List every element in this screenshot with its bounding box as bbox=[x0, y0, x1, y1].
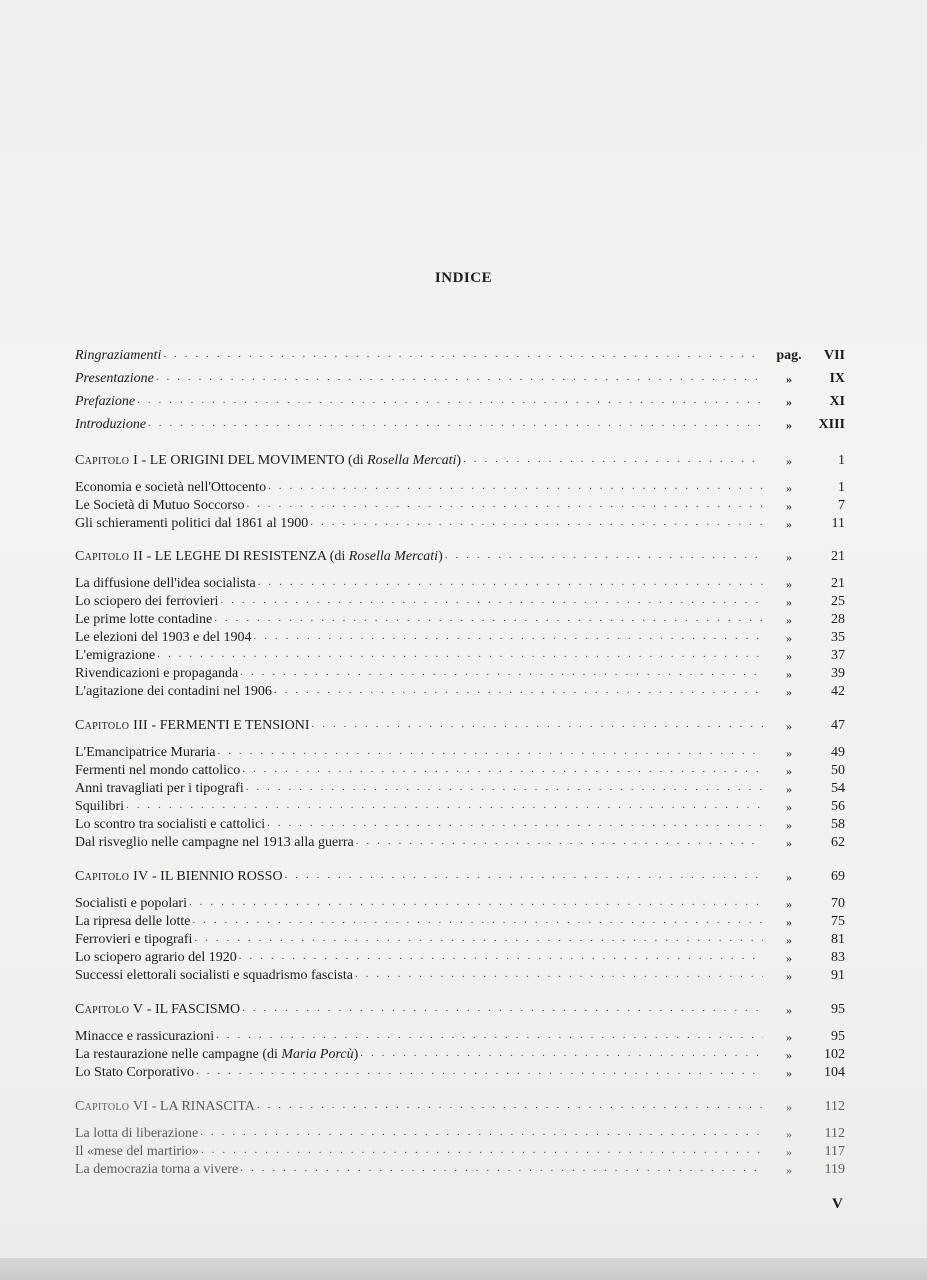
page-marker: » bbox=[786, 685, 792, 699]
chapter-title: - LA RINASCITA bbox=[148, 1099, 255, 1114]
page-number: 7 bbox=[838, 498, 845, 513]
section-author: Maria Porcù bbox=[281, 1047, 354, 1062]
page-marker: pag. bbox=[776, 348, 802, 363]
chapter-author: Rosella Mercati bbox=[367, 453, 457, 468]
chapter-prefix: Capitolo VI bbox=[75, 1099, 149, 1114]
chapter-prefix: Capitolo II bbox=[75, 549, 144, 564]
page-bottom-edge bbox=[0, 1258, 927, 1280]
page-marker: » bbox=[786, 915, 792, 929]
leader-dots bbox=[355, 966, 763, 982]
leader-dots bbox=[126, 797, 763, 813]
page-marker: » bbox=[786, 764, 792, 778]
entry-label: Economia e società nell'Ottocento bbox=[75, 480, 267, 495]
entry-label: Ringraziamenti bbox=[75, 348, 162, 363]
toc-chapter-5 bbox=[75, 998, 845, 1018]
page-number: 112 bbox=[824, 1126, 845, 1141]
page-number: 58 bbox=[831, 817, 845, 832]
page-number: VII bbox=[823, 348, 845, 363]
chapter-author: Rosella Mercati bbox=[348, 549, 439, 564]
page-title: INDICE bbox=[434, 270, 493, 286]
section-label-close: ) bbox=[353, 1047, 359, 1062]
leader-dots bbox=[137, 392, 763, 408]
page-marker: » bbox=[786, 969, 792, 983]
toc-section bbox=[75, 512, 845, 532]
page-number: XIII bbox=[818, 417, 845, 432]
page-marker: » bbox=[786, 1145, 792, 1159]
toc-section bbox=[75, 946, 845, 966]
leader-dots bbox=[274, 682, 763, 698]
page-marker: » bbox=[786, 933, 792, 947]
leader-dots bbox=[196, 1063, 763, 1079]
leader-dots bbox=[285, 867, 763, 883]
page-marker: » bbox=[786, 631, 792, 645]
page-number: 95 bbox=[831, 1029, 845, 1044]
page-number: 21 bbox=[831, 576, 845, 591]
toc-section bbox=[75, 1043, 845, 1063]
entry-label: La lotta di liberazione bbox=[75, 1126, 199, 1141]
page-number: 1 bbox=[838, 480, 845, 495]
leader-dots bbox=[312, 716, 763, 732]
leader-dots bbox=[242, 1000, 763, 1016]
page-number: 11 bbox=[831, 516, 845, 531]
toc-section bbox=[75, 910, 845, 930]
entry-label: Il «mese del martirio» bbox=[75, 1144, 200, 1159]
leader-dots bbox=[360, 1045, 763, 1061]
page-marker: » bbox=[786, 454, 792, 468]
leader-dots bbox=[200, 1124, 763, 1140]
page-marker: » bbox=[786, 595, 792, 609]
chapter-title: - FERMENTI E TENSIONI bbox=[148, 718, 310, 733]
entry-label: Introduzione bbox=[75, 417, 147, 432]
page-marker: » bbox=[786, 800, 792, 814]
leader-dots bbox=[194, 930, 763, 946]
page-number: 62 bbox=[831, 835, 845, 850]
page-number: IX bbox=[829, 371, 845, 386]
toc-entry-presentazione bbox=[75, 367, 845, 387]
page-marker: » bbox=[786, 1003, 792, 1017]
toc-section bbox=[75, 759, 845, 779]
entry-label: Lo sciopero dei ferrovieri bbox=[75, 594, 219, 609]
entry-label: L'emigrazione bbox=[75, 648, 156, 663]
entry-label: L'agitazione dei contadini nel 1906 bbox=[75, 684, 272, 699]
toc-entry-prefazione bbox=[75, 390, 845, 410]
page-marker: » bbox=[786, 719, 792, 733]
page-number: 42 bbox=[831, 684, 845, 699]
page-marker: » bbox=[786, 649, 792, 663]
entry-label: Prefazione bbox=[75, 394, 136, 409]
entry-label: La restaurazione nelle campagne (di bbox=[75, 1047, 282, 1062]
toc-section bbox=[75, 590, 845, 610]
chapter-prefix: Capitolo IV bbox=[75, 869, 149, 884]
page-number: 104 bbox=[824, 1065, 845, 1080]
page-marker: » bbox=[786, 577, 792, 591]
entry-label: Squilibri bbox=[75, 799, 125, 814]
leader-dots bbox=[189, 894, 763, 910]
page-marker: » bbox=[786, 550, 792, 564]
toc-section bbox=[75, 608, 845, 628]
chapter-prefix: Capitolo I bbox=[75, 453, 139, 468]
chapter-title-close: ) bbox=[456, 453, 462, 468]
page-number: 83 bbox=[831, 950, 845, 965]
toc-section bbox=[75, 494, 845, 514]
entry-label: Ferrovieri e tipografi bbox=[75, 932, 193, 947]
page-marker: » bbox=[786, 1048, 792, 1062]
page-marker: » bbox=[786, 951, 792, 965]
page-number: 81 bbox=[831, 932, 845, 947]
entry-label: Rivendicazioni e propaganda bbox=[75, 666, 239, 681]
page-number: 91 bbox=[831, 968, 845, 983]
chapter-title-close: ) bbox=[438, 549, 443, 564]
toc-section bbox=[75, 662, 845, 682]
page-number: 49 bbox=[831, 745, 845, 760]
leader-dots bbox=[310, 514, 763, 530]
page-marker: » bbox=[786, 1066, 792, 1080]
page-marker: » bbox=[786, 1030, 792, 1044]
toc-chapter-1 bbox=[75, 449, 845, 469]
chapter-prefix: Capitolo V bbox=[75, 1002, 144, 1017]
leader-dots bbox=[257, 1097, 763, 1113]
toc-section bbox=[75, 476, 845, 496]
entry-label: L'Emancipatrice Muraria bbox=[75, 745, 216, 760]
page-number: 25 bbox=[831, 594, 845, 609]
toc-section bbox=[75, 1140, 845, 1160]
leader-dots bbox=[445, 547, 763, 563]
entry-label: Dal risveglio nelle campagne nel 1913 alla guerra bbox=[75, 835, 354, 850]
toc-section bbox=[75, 680, 845, 700]
page-number: 56 bbox=[831, 799, 845, 814]
page-number: 47 bbox=[831, 718, 845, 733]
toc-chapter-6 bbox=[75, 1095, 845, 1115]
toc-chapter-3 bbox=[75, 714, 845, 734]
page-number: 119 bbox=[824, 1162, 845, 1177]
toc-chapter-2 bbox=[75, 545, 845, 565]
leader-dots bbox=[192, 912, 763, 928]
chapter-title: - IL BIENNIO ROSSO bbox=[148, 869, 283, 884]
entry-label: Lo Stato Corporativo bbox=[75, 1065, 194, 1080]
page-number: XI bbox=[829, 394, 845, 409]
chapter-title: - LE ORIGINI DEL MOVIMENTO (di bbox=[138, 453, 368, 468]
page-marker: » bbox=[786, 1127, 792, 1141]
chapter-title: - IL FASCISMO bbox=[143, 1002, 241, 1017]
page-marker: » bbox=[786, 418, 792, 432]
leader-dots bbox=[148, 415, 763, 431]
page-folio: V bbox=[832, 1196, 843, 1212]
page-number: 21 bbox=[831, 549, 845, 564]
leader-dots bbox=[246, 779, 763, 795]
entry-label: La ripresa delle lotte bbox=[75, 914, 191, 929]
entry-label: Presentazione bbox=[75, 371, 154, 386]
leader-dots bbox=[254, 628, 764, 644]
toc-entry-introduzione bbox=[75, 413, 845, 433]
toc-entry-ringraziamenti bbox=[75, 344, 845, 364]
entry-label: La democrazia torna a vivere bbox=[75, 1162, 239, 1177]
entry-label: Le Società di Mutuo Soccorso bbox=[75, 498, 245, 513]
leader-dots bbox=[218, 743, 763, 759]
toc-section bbox=[75, 741, 845, 761]
toc-section bbox=[75, 964, 845, 984]
leader-dots bbox=[268, 478, 763, 494]
leader-dots bbox=[239, 948, 763, 964]
toc-section bbox=[75, 1061, 845, 1081]
page-marker: » bbox=[786, 1100, 792, 1114]
leader-dots bbox=[216, 1027, 763, 1043]
page-marker: » bbox=[786, 746, 792, 760]
entry-label: Fermenti nel mondo cattolico bbox=[75, 763, 241, 778]
leader-dots bbox=[240, 664, 763, 680]
page-marker: » bbox=[786, 782, 792, 796]
leader-dots bbox=[258, 574, 763, 590]
leader-dots bbox=[201, 1142, 763, 1158]
leader-dots bbox=[156, 369, 763, 385]
entry-label: Lo sciopero agrario del 1920 bbox=[75, 950, 237, 965]
toc-section bbox=[75, 831, 845, 851]
toc-section bbox=[75, 1122, 845, 1142]
toc-section bbox=[75, 572, 845, 592]
leader-dots bbox=[220, 592, 763, 608]
chapter-title: - LE LEGHE DI RESISTENZA (di bbox=[143, 549, 349, 564]
page-marker: » bbox=[786, 395, 792, 409]
toc-section bbox=[75, 928, 845, 948]
entry-label: Socialisti e popolari bbox=[75, 896, 187, 911]
toc-section bbox=[75, 892, 845, 912]
page-number: 50 bbox=[831, 763, 845, 778]
page-marker: » bbox=[786, 836, 792, 850]
toc-section bbox=[75, 1158, 845, 1178]
toc-chapter-4 bbox=[75, 865, 845, 885]
leader-dots bbox=[463, 451, 763, 467]
page-number: 35 bbox=[831, 630, 845, 645]
leader-dots bbox=[356, 833, 763, 849]
page-marker: » bbox=[786, 667, 792, 681]
page-number: 70 bbox=[831, 896, 845, 911]
page-number: 117 bbox=[824, 1144, 845, 1159]
toc-section bbox=[75, 626, 845, 646]
entry-label: Anni travagliati per i tipografi bbox=[75, 781, 244, 796]
leader-dots bbox=[242, 761, 763, 777]
leader-dots bbox=[214, 610, 763, 626]
leader-dots bbox=[240, 1160, 763, 1176]
chapter-prefix: Capitolo III bbox=[75, 718, 149, 733]
page-number: 69 bbox=[831, 869, 845, 884]
leader-dots bbox=[157, 646, 763, 662]
entry-label: La diffusione dell'idea socialista bbox=[75, 576, 256, 591]
page-marker: » bbox=[786, 517, 792, 531]
page-number: 75 bbox=[831, 914, 845, 929]
entry-label: Le prime lotte contadine bbox=[75, 612, 213, 627]
entry-label: Lo scontro tra socialisti e cattolici bbox=[75, 817, 266, 832]
page-marker: » bbox=[786, 818, 792, 832]
page-number: 28 bbox=[831, 612, 845, 627]
page-number: 95 bbox=[831, 1002, 845, 1017]
page-marker: » bbox=[786, 1163, 792, 1177]
page-marker: » bbox=[786, 481, 792, 495]
leader-dots bbox=[267, 815, 763, 831]
page-number: 102 bbox=[824, 1047, 845, 1062]
page-number: 37 bbox=[831, 648, 845, 663]
toc-section bbox=[75, 1025, 845, 1045]
entry-label: Successi elettorali socialisti e squadrismo fascista bbox=[75, 968, 353, 983]
leader-dots bbox=[247, 496, 763, 512]
toc-section bbox=[75, 777, 845, 797]
leader-dots bbox=[163, 346, 763, 362]
page-marker: » bbox=[786, 372, 792, 386]
entry-label: Le elezioni del 1903 e del 1904 bbox=[75, 630, 252, 645]
toc-section bbox=[75, 813, 845, 833]
toc-section bbox=[75, 795, 845, 815]
page-marker: » bbox=[786, 613, 792, 627]
toc-section bbox=[75, 644, 845, 664]
page-marker: » bbox=[786, 870, 792, 884]
page-number: 1 bbox=[838, 453, 845, 468]
page-number: 39 bbox=[831, 666, 845, 681]
page-marker: » bbox=[786, 897, 792, 911]
entry-label: Gli schieramenti politici dal 1861 al 1900 bbox=[75, 516, 309, 531]
page-number: 54 bbox=[831, 781, 845, 796]
page-number: 112 bbox=[824, 1099, 845, 1114]
entry-label: Minacce e rassicurazioni bbox=[75, 1029, 215, 1044]
page-marker: » bbox=[786, 499, 792, 513]
